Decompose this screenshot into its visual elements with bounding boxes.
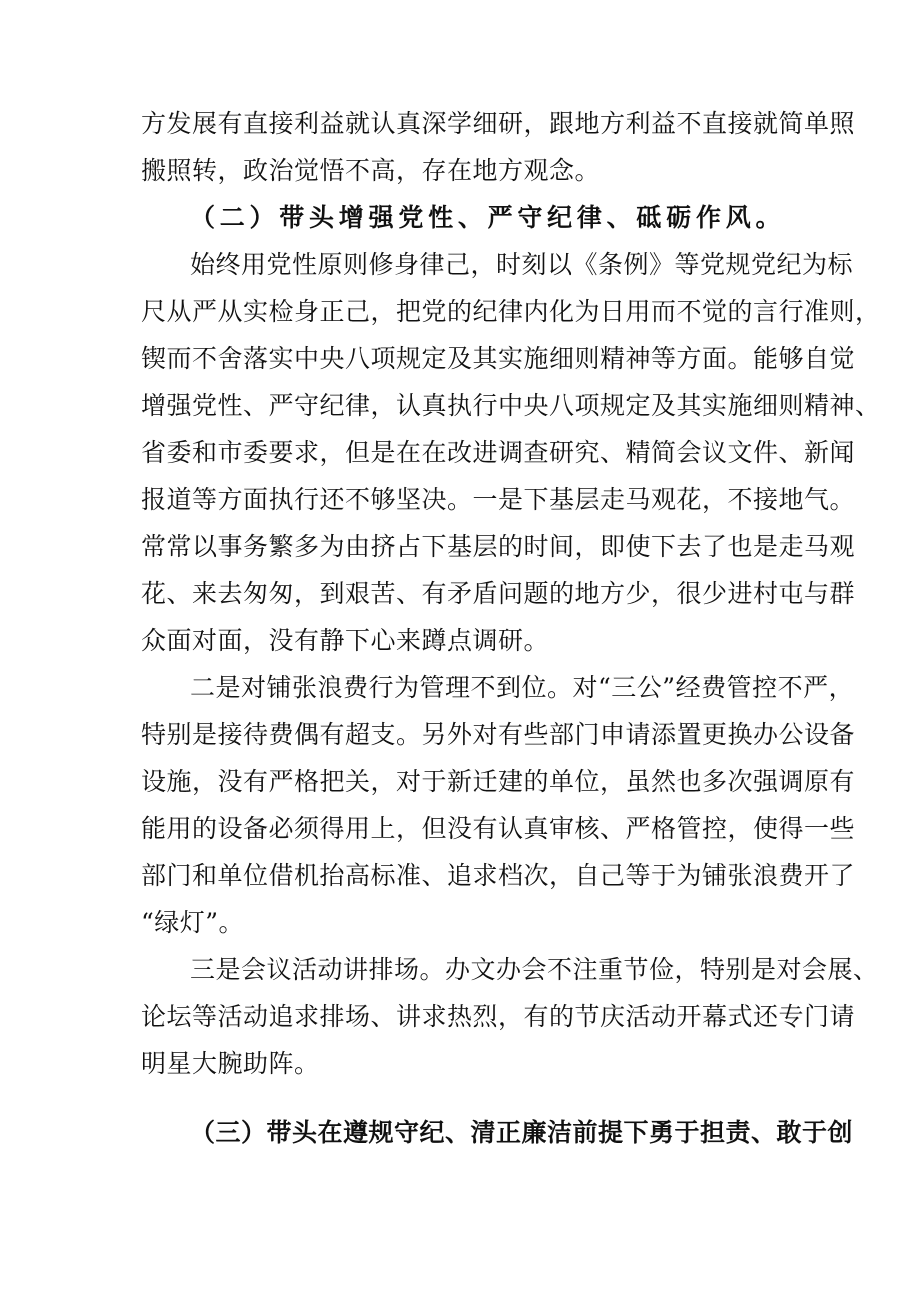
paragraph-4-line-2: 论坛等活动追求排场、讲求热烈，有的节庆活动开幕式还专门请	[141, 1002, 856, 1031]
paragraph-3-line-2: 特别是接待费偶有超支。另外对有些部门申请添置更换办公设备	[141, 720, 856, 749]
paragraph-4-line-1: 三是会议活动讲排场。办文办会不注重节俭，特别是对会展、	[190, 955, 879, 984]
paragraph-2-line-9: 众面对面，没有静下心来蹲点调研。	[141, 626, 550, 655]
paragraph-3-line-1: 二是对铺张浪费行为管理不到位。对“三公”经费管控不严，	[190, 673, 855, 702]
paragraph-2-line-3: 锲而不舍落实中央八项规定及其实施细则精神等方面。能够自觉	[141, 344, 856, 373]
paragraph-1-line-2: 搬照转，政治觉悟不高，存在地方观念。	[141, 156, 601, 185]
paragraph-3-line-6: “绿灯”。	[141, 908, 245, 937]
paragraph-3-line-5: 部门和单位借机抬高标准、追求档次，自己等于为铺张浪费开了	[141, 861, 856, 890]
paragraph-1-line-1: 方发展有直接利益就认真深学细研，跟地方利益不直接就简单照	[141, 109, 856, 138]
paragraph-2-line-1: 始终用党性原则修身律己，时刻以《条例》等党规党纪为标	[190, 250, 854, 279]
paragraph-2-line-5: 省委和市委要求，但是在在改进调查研究、精简会议文件、新闻	[141, 438, 856, 467]
paragraph-2-line-2: 尺从严从实检身正己，把党的纪律内化为日用而不觉的言行准则，	[141, 297, 881, 326]
paragraph-3-line-3: 设施，没有严格把关，对于新迁建的单位，虽然也多次强调原有	[141, 767, 856, 796]
section-heading-3: （三）带头在遵规守纪、清正廉洁前提下勇于担责、敢于创	[190, 1118, 854, 1147]
paragraph-2-line-8: 花、来去匆匆，到艰苦、有矛盾问题的地方少，很少进村屯与群	[141, 579, 856, 608]
paragraph-2-line-4: 增强党性、严守纪律，认真执行中央八项规定及其实施细则精神、	[141, 391, 881, 420]
paragraph-4-line-3: 明星大腕助阵。	[141, 1049, 320, 1078]
paragraph-3-line-4: 能用的设备必须得用上，但没有认真审核、严格管控，使得一些	[141, 814, 856, 843]
paragraph-2-line-7: 常常以事务繁多为由挤占下基层的时间，即使下去了也是走马观	[141, 532, 856, 561]
paragraph-2-line-6: 报道等方面执行还不够坚决。一是下基层走马观花，不接地气。	[141, 485, 856, 514]
section-heading-2: （二）带头增强党性、严守纪律、砥砺作风。	[190, 203, 781, 232]
